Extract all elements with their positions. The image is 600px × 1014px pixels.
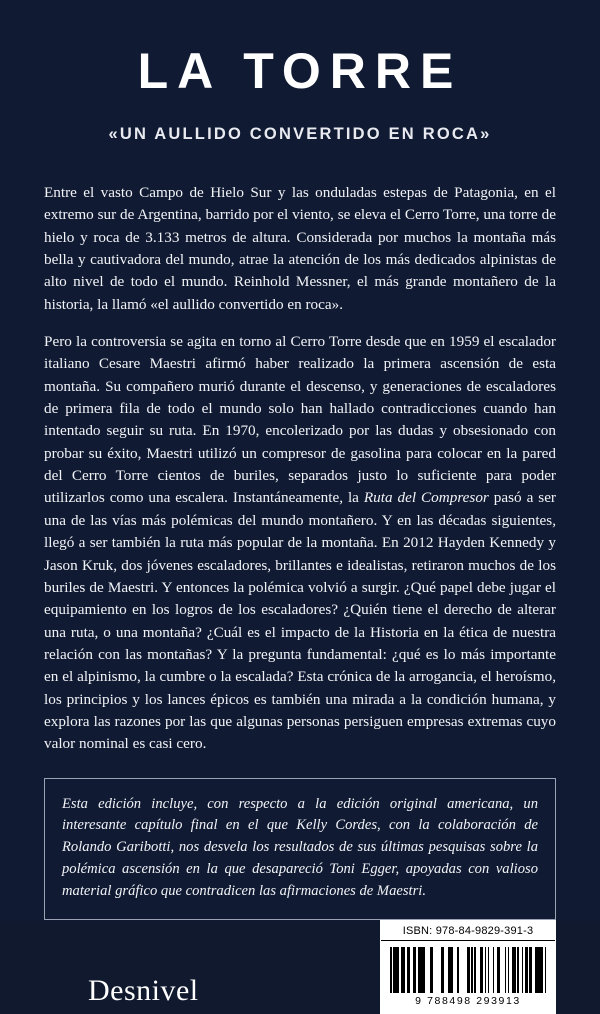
edition-note-text: Esta edición incluye, con respecto a la edición original americana, un interesante capítulo final en el que Kelly Cordes, con la colaboración de Rolando Garibotti, nos desvela los resultados de sus últimas pesquisas sobre la polémica ascensión en la que desapareció Toni Egger, apoyadas con valioso material gráfico que contradicen las afirmaciones de Maestri. (62, 795, 538, 900)
book-subtitle: «UN AULLIDO CONVERTIDO EN ROCA» (108, 125, 492, 143)
blurb-paragraph-2-part1: Pero la controversia se agita en torno al Cerro Torre desde que en 1959 el escalador italiano Cesare Maestri afirmó haber realizado la primera ascensión de esta montaña. Su compañero murió durante el descenso, y generaciones de escaladores de primera fila de todo el mundo solo han hallado contradicciones cuando han intentado seguir su ruta. En 1970, encolerizado por las dudas y obsesionado con probar su éxito, Maestri utilizó un compresor de gasolina para colocar en la pared del Cerro Torre cientos de buriles, separados justo lo suficiente para poder utilizarlos como una escalera. Instantáneamente, la (44, 333, 556, 507)
route-name-italic: Ruta del Compresor (363, 489, 489, 507)
barcode-bars (390, 947, 546, 993)
blurb-paragraph-1: Entre el vasto Campo de Hielo Sur y las onduladas estepas de Patagonia, en el extremo sur de Argentina, barrido por el viento, se eleva el Cerro Torre, una torre de hielo y roca de 3.133 metros de altura. Considerada por muchos la montaña más bella y cautivadora del mundo, atrae la atención de los más dedicados alpinistas de alto nivel de todo el mundo. Reinhold Messner, el más grande montañero de la historia, la llamó «el aullido convertido en roca». (44, 184, 556, 313)
blurb-paragraph-2-part2: pasó a ser una de las vías más polémicas del mundo montañero. Y en las décadas siguientes, llegó a ser también la ruta más popular de la montaña. En 2012 Hayden Kennedy y Jason Kruk, dos jóvenes escaladores, brillantes e idealistas, retiraron muchos de los buriles de Maestri. Y entonces la polémica volvió a surgir. ¿Qué papel debe jugar el equipamiento en los logros de los escaladores? ¿Quién tiene el derecho de alterar una ruta, o una montaña? ¿Cuál es el impacto de la Historia en la ética de nuestra relación con las montañas? Y la pregunta fundamental: ¿qué es lo más importante en el alpinismo, la cumbre o la escalada? Esta crónica de la arrogancia, el heroísmo, los principios y los lances épicos es también una mirada a la condición humana, y explora las razones por las que algunas personas persiguen empresas extremas cuyo valor nominal es casi cero. (44, 489, 556, 753)
edition-note-box (44, 778, 556, 920)
blurb-paragraph-2 (44, 331, 556, 756)
barcode-number: 9 788498 293913 (415, 995, 521, 1008)
book-title: LA TORRE (137, 43, 463, 99)
blurb-text (44, 182, 556, 756)
publisher-logo: Desnivel (88, 974, 199, 1008)
isbn-barcode-block (380, 920, 556, 1014)
isbn-label: ISBN: 978-84-9829-391-3 (381, 921, 555, 941)
cover-footer (44, 920, 556, 1014)
barcode-image (381, 941, 555, 1013)
